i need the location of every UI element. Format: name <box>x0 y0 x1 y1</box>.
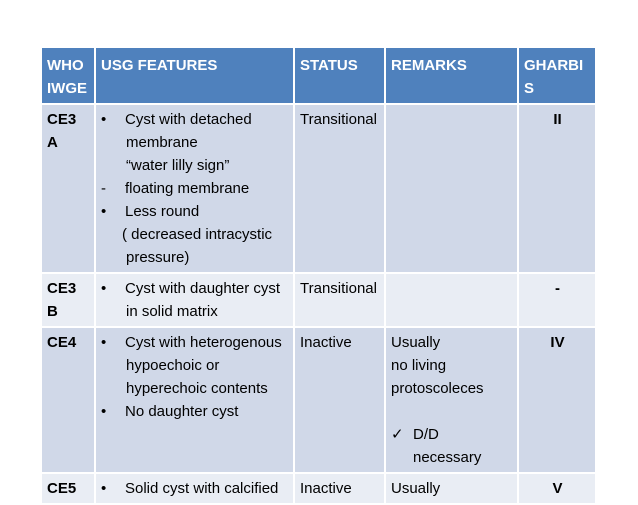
feature-text: No daughter cyst <box>125 403 239 420</box>
dash-mark: - <box>101 180 106 197</box>
gharbi-cell: - <box>519 274 595 328</box>
header-status: STATUS <box>295 48 386 105</box>
feature-item <box>101 177 289 200</box>
header-remarks: REMARKS <box>386 48 519 105</box>
status-cell: Inactive <box>295 474 386 505</box>
bullet-mark: • <box>101 203 107 220</box>
table-row-ce4 <box>42 328 595 474</box>
feature-text: Cyst with daughter cyst <box>125 280 281 297</box>
bullet-mark: • <box>101 334 107 351</box>
feature-text: Solid cyst with calcified <box>125 480 279 497</box>
remarks-cell <box>386 328 519 474</box>
who-cell: CE4 <box>42 328 96 474</box>
header-row <box>42 48 595 105</box>
feature-item <box>101 277 289 300</box>
remark-continuation: necessary <box>413 449 482 466</box>
bullet-mark: • <box>101 111 107 128</box>
remark-item <box>391 423 513 446</box>
remarks-cell <box>386 274 519 328</box>
feature-text: Cyst with detached <box>125 111 252 128</box>
feature-continuation: hyperechoic contents <box>126 380 268 397</box>
status-cell: Transitional <box>295 105 386 274</box>
who-cell: CE3 B <box>42 274 96 328</box>
status-cell: Transitional <box>295 274 386 328</box>
feature-text: Less round <box>125 203 200 220</box>
gharbi-cell: IV <box>519 328 595 474</box>
header-gharbi: GHARBI S <box>519 48 595 105</box>
header-usg: USG FEATURES <box>96 48 295 105</box>
feature-item <box>101 200 289 223</box>
gharbi-cell: V <box>519 474 595 505</box>
remark-text: D/D <box>413 426 439 443</box>
header-who: WHO IWGE <box>42 48 96 105</box>
bullet-mark: • <box>101 480 107 497</box>
remarks-cell <box>386 105 519 274</box>
remarks-cell <box>386 474 519 505</box>
table-row-ce3b <box>42 274 595 328</box>
check-icon: ✓ <box>391 426 404 443</box>
feature-item <box>101 400 289 423</box>
feature-item <box>101 331 289 354</box>
usg-cell <box>96 328 295 474</box>
feature-continuation: “water lilly sign” <box>126 157 230 174</box>
who-cell: CE3 A <box>42 105 96 274</box>
feature-continuation: pressure) <box>126 249 190 266</box>
feature-continuation: hypoechoic or <box>126 357 220 374</box>
table-row-ce3a <box>42 105 595 274</box>
feature-continuation: ( decreased intracystic <box>122 226 273 243</box>
bullet-mark: • <box>101 280 107 297</box>
status-cell: Inactive <box>295 328 386 474</box>
feature-item <box>101 108 289 131</box>
usg-cell <box>96 474 295 505</box>
remark-line: no living <box>391 357 447 374</box>
remark-line: Usually <box>391 480 441 497</box>
remark-line: protoscoleces <box>391 380 484 397</box>
remark-line: Usually <box>391 334 441 351</box>
classification-table <box>42 48 595 505</box>
table-row-ce5 <box>42 474 595 505</box>
feature-continuation: membrane <box>126 134 198 151</box>
usg-cell <box>96 105 295 274</box>
usg-cell <box>96 274 295 328</box>
feature-item <box>101 477 289 500</box>
feature-continuation: in solid matrix <box>126 303 218 320</box>
gharbi-cell: II <box>519 105 595 274</box>
remark-spacer <box>391 400 513 423</box>
bullet-mark: • <box>101 403 107 420</box>
who-cell: CE5 <box>42 474 96 505</box>
feature-text: Cyst with heterogenous <box>125 334 282 351</box>
feature-text: floating membrane <box>125 180 250 197</box>
